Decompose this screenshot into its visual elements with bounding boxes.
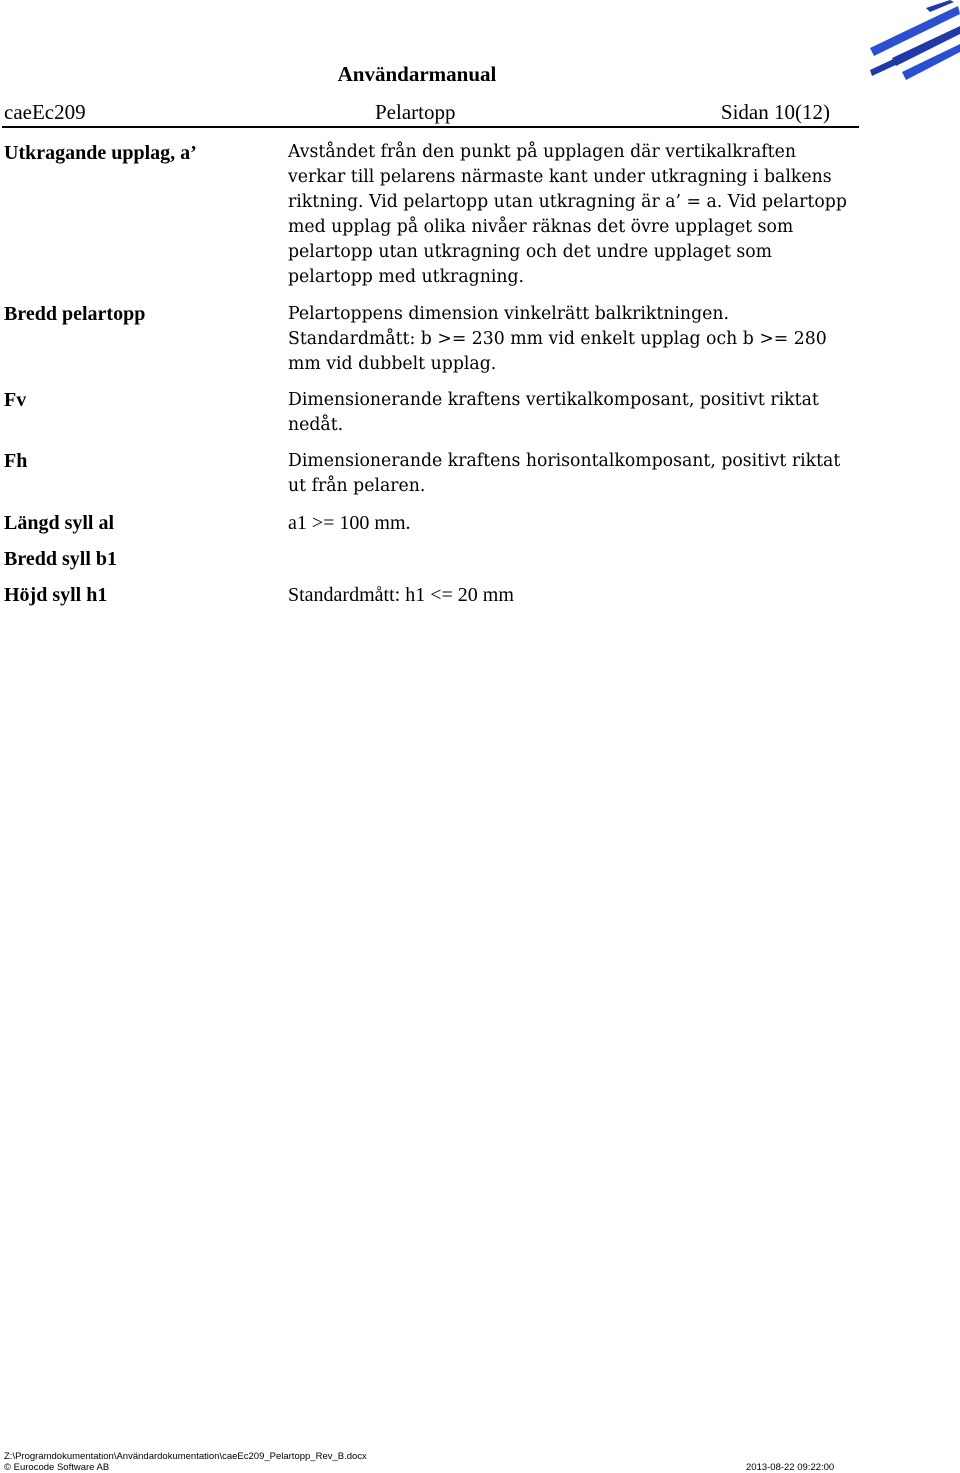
document-title: Användarmanual [337,62,497,86]
page-number: Sidan 10(12) [720,100,830,124]
footer-datetime: 2013-08-22 09:22:00 [746,1462,835,1473]
section-name: Pelartopp [375,100,456,124]
page-header [4,100,830,126]
eurocode-logo-icon [830,0,960,90]
term-fv: Fv [4,389,27,411]
term-utkragande-upplag: Utkragande upplag, a’ [4,142,197,164]
desc-bredd-pelartopp: Pelartoppens dimension vinkelrätt balkriktningen. Standardmått: b >= 230 mm vid enkelt upplag och b >= 280 mm vid dubbelt upplag. [288,304,827,374]
term-hojd-syll: Höjd syll h1 [4,584,108,606]
term-langd-syll: Längd syll al [4,512,115,534]
desc-langd-syll: a1 >= 100 mm. [288,512,411,534]
desc-fv: Dimensionerande kraftens vertikalkomposant, positivt riktat nedåt. [288,390,819,435]
term-bredd-syll: Bredd syll b1 [4,548,117,570]
header-divider [2,126,859,128]
desc-fh: Dimensionerande kraftens horisontalkomposant, positivt riktat ut från pelaren. [288,451,841,496]
footer-copyright: © Eurocode Software AB [4,1462,110,1473]
footer-file-path: Z:\Programdokumentation\Användardokumentation\caeEc209_Pelartopp_Rev_B.docx [4,1451,367,1462]
desc-utkragande-upplag: Avståndet från den punkt på upplagen där vertikalkraften verkar till pelarens närmaste kant under utkragning i balkens riktning. Vid pelartopp utan utkragning är a’ = a. Vid pelartopp med upplag på olika nivåer räknas det övre upplaget som pelartopp utan utkragning och det undre upplaget som pelartopp med utkragning. [288,142,847,287]
term-bredd-pelartopp: Bredd pelartopp [4,303,146,325]
desc-hojd-syll: Standardmått: h1 <= 20 mm [288,584,514,606]
program-name: caeEc209 [4,100,86,124]
term-fh: Fh [4,450,28,472]
